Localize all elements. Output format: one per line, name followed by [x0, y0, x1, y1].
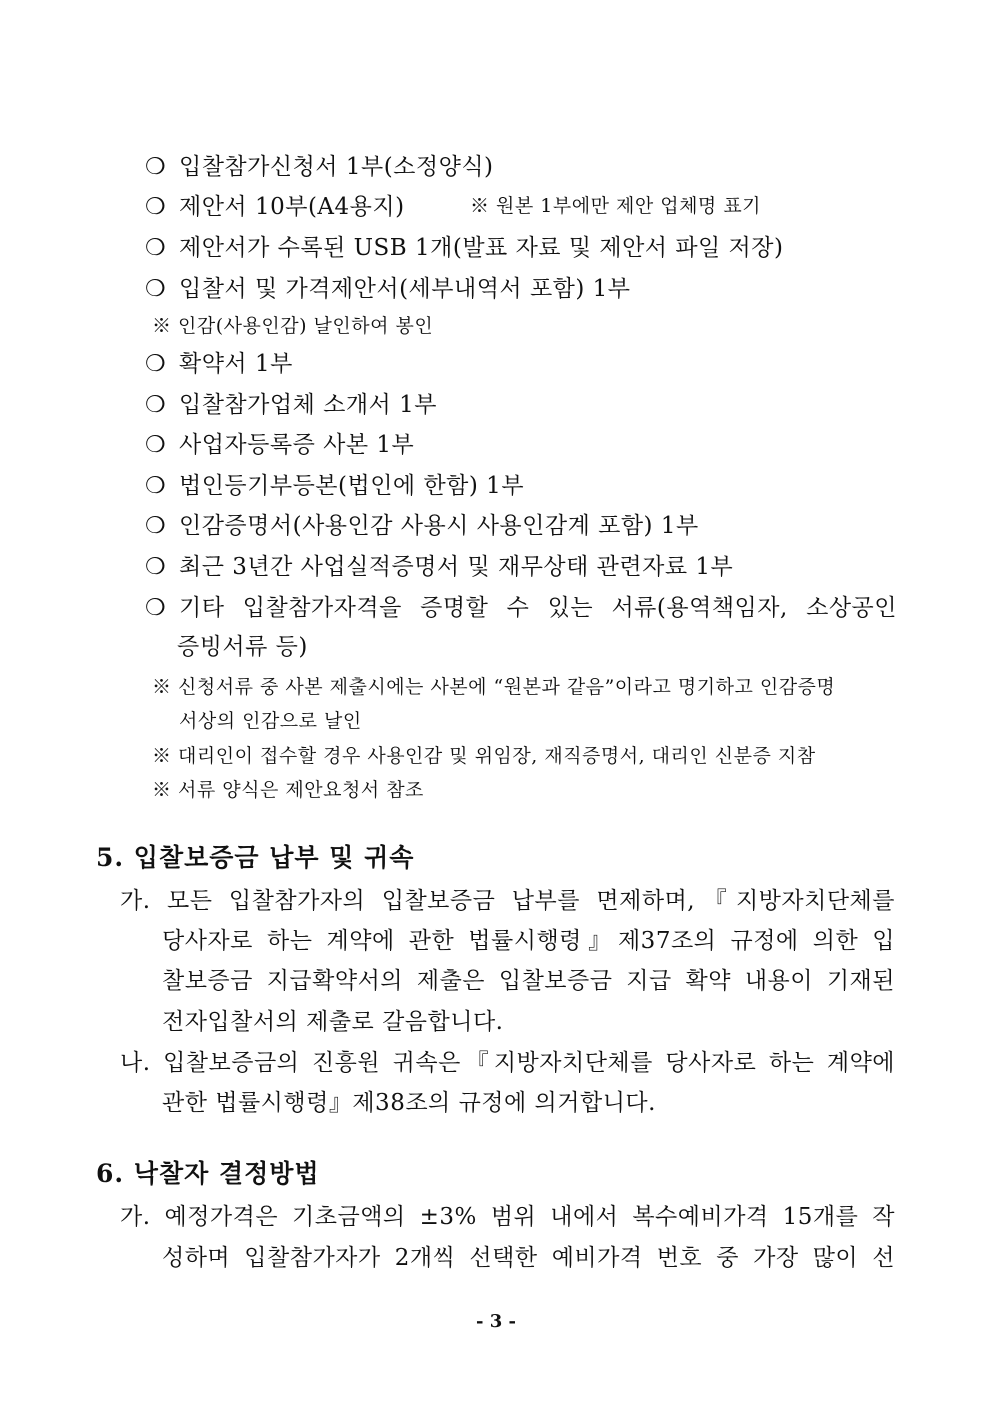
section-heading: 5. 입찰보증금 납부 및 귀속 — [96, 843, 415, 872]
circle-bullet-icon: ❍ — [145, 432, 167, 458]
inline-note: ※ 원본 1부에만 제안 업체명 표기 — [470, 195, 762, 217]
list-item: ❍ 사업자등록증 사본 1부 — [145, 432, 415, 458]
circle-bullet-icon: ❍ — [145, 154, 167, 180]
circle-bullet-icon: ❍ — [145, 595, 167, 621]
list-item: ❍ 최근 3년간 사업실적증명서 및 재무상태 관련자료 1부 — [145, 554, 734, 580]
paragraph-line: 당사자로 하는 계약에 관한 법률시행령』제37조의 규정에 의한 입 — [162, 928, 895, 954]
paragraph-line: 가. 예정가격은 기초금액의 ±3% 범위 내에서 복수예비가격 15개를 작 — [120, 1204, 895, 1230]
circle-bullet-icon: ❍ — [145, 513, 167, 539]
circle-bullet-icon: ❍ — [145, 235, 167, 261]
list-item: ❍ 법인등기부등본(법인에 한함) 1부 — [145, 473, 525, 499]
list-item: ❍ 입찰서 및 가격제안서(세부내역서 포함) 1부 — [145, 276, 631, 302]
circle-bullet-icon: ❍ — [145, 351, 167, 377]
circle-bullet-icon: ❍ — [145, 473, 167, 499]
page-number: - 3 - — [476, 1311, 516, 1332]
circle-bullet-icon: ❍ — [145, 554, 167, 580]
note: ※ 서류 양식은 제안요청서 참조 — [152, 779, 424, 801]
list-item: ❍ 입찰참가업체 소개서 1부 — [145, 392, 437, 418]
list-item: ❍ 기타 입찰참가자격을 증명할 수 있는 서류(용역책임자, 소상공인 — [145, 595, 897, 621]
list-item: ❍ 확약서 1부 — [145, 351, 293, 377]
circle-bullet-icon: ❍ — [145, 276, 167, 302]
paragraph-line: 전자입찰서의 제출로 갈음합니다. — [162, 1009, 504, 1035]
list-item: ❍ 제안서 10부(A4용지) — [145, 194, 405, 220]
list-item: ❍ 인감증명서(사용인감 사용시 사용인감계 포함) 1부 — [145, 513, 699, 539]
note: ※ 신청서류 중 사본 제출시에는 사본에 “원본과 같음”이라고 명기하고 인감증명 — [152, 676, 836, 698]
paragraph-line: 나. 입찰보증금의 진흥원 귀속은『지방자치단체를 당사자로 하는 계약에 — [120, 1050, 895, 1076]
list-item: ❍ 입찰참가신청서 1부(소정양식) — [145, 154, 494, 180]
paragraph-line: 찰보증금 지급확약서의 제출은 입찰보증금 지급 확약 내용이 기재된 — [162, 968, 895, 994]
paragraph-line: 관한 법률시행령』제38조의 규정에 의거합니다. — [162, 1090, 656, 1116]
note-continuation: 서상의 인감으로 날인 — [179, 710, 362, 732]
paragraph-line: 가. 모든 입찰참가자의 입찰보증금 납부를 면제하며,『지방자치단체를 — [120, 888, 895, 914]
list-item: ❍ 제안서가 수록된 USB 1개(발표 자료 및 제안서 파일 저장) — [145, 235, 784, 261]
paragraph-line: 성하며 입찰참가자가 2개씩 선택한 예비가격 번호 중 가장 많이 선 — [162, 1245, 895, 1271]
circle-bullet-icon: ❍ — [145, 392, 167, 418]
circle-bullet-icon: ❍ — [145, 194, 167, 220]
note: ※ 인감(사용인감) 날인하여 봉인 — [152, 315, 434, 337]
section-heading: 6. 낙찰자 결정방법 — [96, 1159, 320, 1188]
list-item-continuation: 증빙서류 등) — [177, 634, 308, 660]
note: ※ 대리인이 접수할 경우 사용인감 및 위임장, 재직증명서, 대리인 신분증 지참 — [152, 745, 816, 767]
